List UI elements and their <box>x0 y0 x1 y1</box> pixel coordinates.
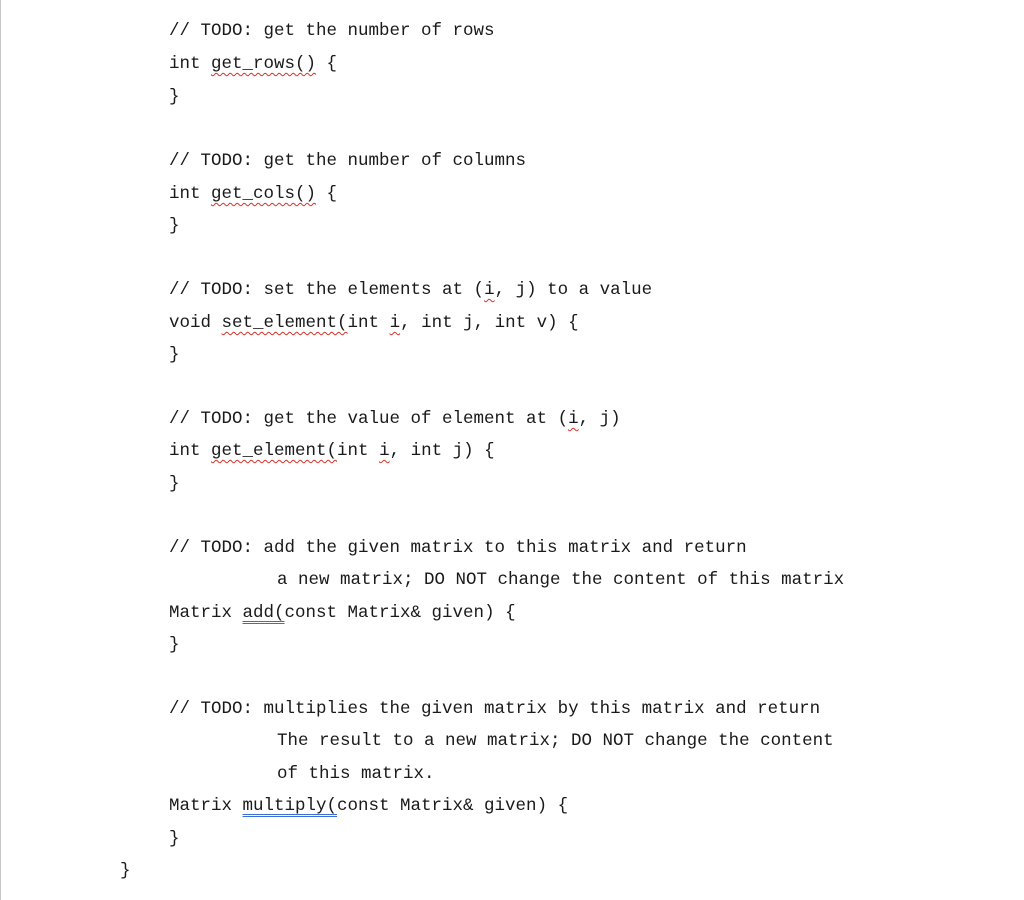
comment-multiply-line3: of this matrix. <box>277 764 435 784</box>
signature-suffix: const Matrix& given) { <box>337 796 569 816</box>
param-i-token[interactable]: i <box>379 441 390 461</box>
param-type: int <box>337 441 380 461</box>
param-type: int <box>347 313 390 333</box>
return-type: int <box>169 184 212 204</box>
signature-get-cols <box>169 183 337 205</box>
comment-get-rows: // TODO: get the number of rows <box>169 21 495 41</box>
comment-add-line2: a new matrix; DO NOT change the content of this matrix <box>277 570 845 590</box>
signature-get-element <box>169 440 495 462</box>
close-brace-class: } <box>120 861 131 881</box>
return-type: Matrix <box>169 796 243 816</box>
signature-suffix: const Matrix& given) { <box>284 603 516 623</box>
comment-multiply-line1: // TODO: multiplies the given matrix by this matrix and return <box>169 699 821 719</box>
signature-suffix: { <box>316 54 338 74</box>
comment-i-token[interactable]: i <box>484 280 495 300</box>
signature-add <box>169 602 516 624</box>
comment-text: , j) <box>578 409 621 429</box>
signature-suffix: , int j, int v) { <box>400 313 579 333</box>
comment-text: , j) to a value <box>494 280 653 300</box>
comment-i-token[interactable]: i <box>568 409 579 429</box>
signature-set-element <box>169 312 579 334</box>
function-name-multiply[interactable]: multiply( <box>242 796 338 816</box>
return-type: int <box>169 441 212 461</box>
close-brace-set-element: } <box>169 345 180 365</box>
function-name-set-element[interactable]: set_element( <box>221 313 348 333</box>
close-brace-multiply: } <box>169 829 180 849</box>
comment-set-element <box>169 279 652 301</box>
signature-suffix: { <box>316 184 338 204</box>
comment-get-element <box>169 408 621 430</box>
param-i-token[interactable]: i <box>389 313 401 333</box>
close-brace-get-rows: } <box>169 87 180 107</box>
function-name-get-element[interactable]: get_element( <box>211 441 338 461</box>
function-name-get-cols[interactable]: get_cols() <box>211 184 317 204</box>
function-name-add[interactable]: add( <box>242 603 285 623</box>
comment-add-line1: // TODO: add the given matrix to this matrix and return <box>169 538 747 558</box>
function-name-get-rows[interactable]: get_rows() <box>211 54 317 74</box>
return-type: void <box>169 313 222 333</box>
return-type: int <box>169 54 212 74</box>
signature-multiply <box>169 795 568 817</box>
comment-multiply-line2: The result to a new matrix; DO NOT change the content <box>277 731 834 751</box>
close-brace-get-cols: } <box>169 216 180 236</box>
comment-text: // TODO: get the value of element at ( <box>169 409 569 429</box>
comment-text: // TODO: set the elements at ( <box>169 280 485 300</box>
signature-suffix: , int j) { <box>389 441 495 461</box>
return-type: Matrix <box>169 603 243 623</box>
comment-get-cols: // TODO: get the number of columns <box>169 151 527 171</box>
close-brace-get-element: } <box>169 474 180 494</box>
signature-get-rows <box>169 53 337 75</box>
close-brace-add: } <box>169 635 180 655</box>
